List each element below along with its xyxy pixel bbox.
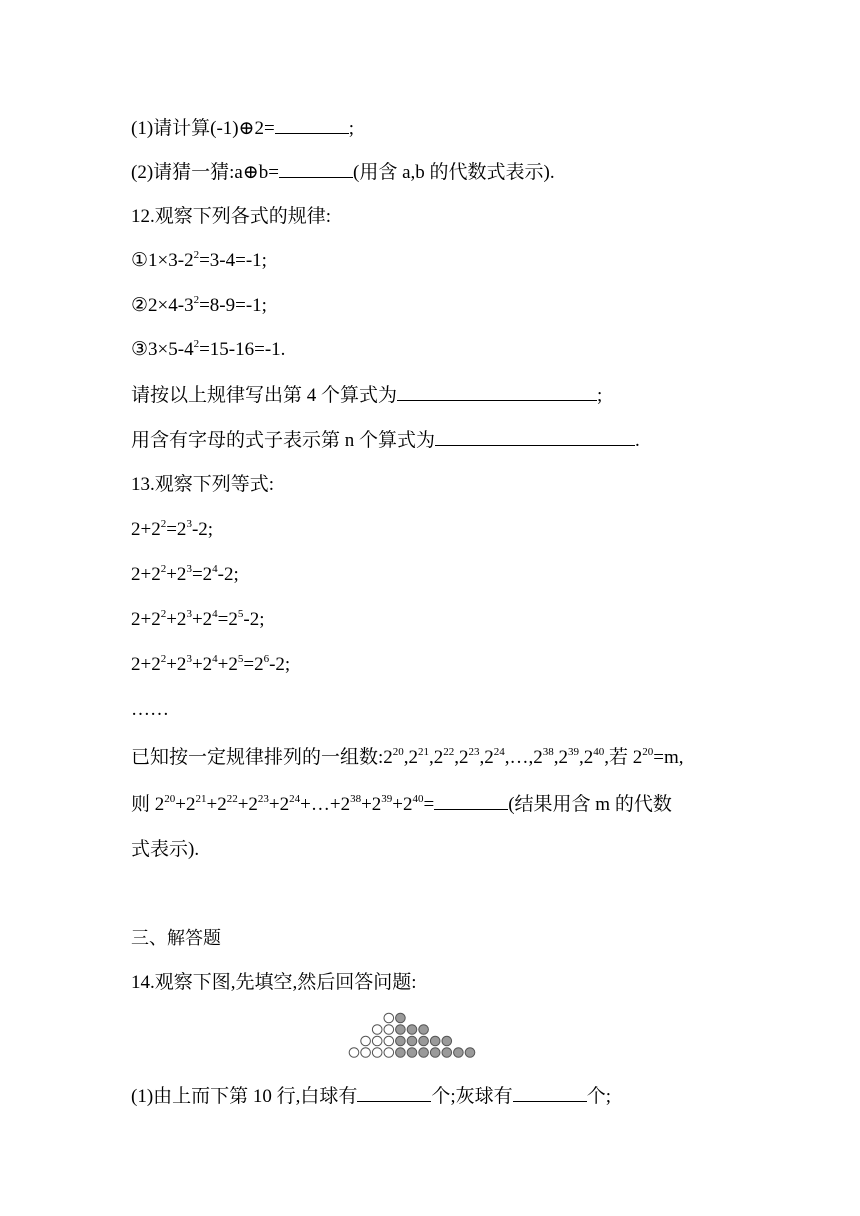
q13-eq1: [131, 517, 213, 543]
expression-text: +2: [191, 654, 213, 675]
exponent: 22: [443, 746, 455, 758]
expression-text: -2;: [269, 654, 291, 675]
gray-ball: [454, 1048, 464, 1058]
gray-ball: [442, 1048, 452, 1058]
expression-text: =: [423, 794, 435, 815]
q12-title: 12.观察下列各式的规律:: [131, 206, 332, 227]
exponent: 2: [160, 563, 167, 575]
expression-text: +2: [361, 794, 382, 815]
expression-text: 则 2: [131, 794, 165, 815]
q13-title: 13.观察下列等式:: [131, 474, 275, 495]
q12-eq3: $③3\times 5-4^2=15-16=-1$.: [131, 338, 286, 360]
q14-part1: (1)由上而下第 10 行,白球有 个;灰球有 个;: [131, 1083, 611, 1110]
exponent: 39: [381, 793, 393, 805]
q13-eq2: [131, 562, 239, 588]
expression-text: ,2: [553, 747, 569, 768]
exponent: 5: [237, 608, 244, 620]
white-ball: [384, 1036, 394, 1046]
expression-text: 2+2: [131, 519, 161, 540]
expression-text: -2;: [191, 519, 214, 540]
exponent: 3: [186, 518, 192, 530]
expression-text: +2: [191, 609, 213, 630]
exponent: 38: [542, 746, 554, 758]
q11-part2: (2)请猜一猜:a⊕b= (用含 a,b 的代数式表示).: [131, 159, 555, 186]
white-ball: [384, 1025, 394, 1035]
exponent: 4: [212, 608, 218, 620]
white-ball: [349, 1048, 359, 1058]
gray-ball: [407, 1036, 417, 1046]
q13-then: 则 $2^{20}+2^{21}+2^{22}+2^{23}+2^{24}+\dots+2^{38}+2^{39}+2^{40}=$ (结果用含 m 的代数: [131, 793, 672, 815]
exponent: 24: [493, 746, 505, 758]
white-ball: [361, 1048, 371, 1058]
exponent: 4: [212, 563, 218, 575]
expression-text: +…+2: [300, 794, 351, 815]
gray-ball: [419, 1025, 429, 1035]
expression-text: +2: [175, 794, 196, 815]
exponent: 38: [350, 793, 362, 805]
expression-text: =2: [243, 654, 264, 675]
expression-text: +2: [166, 609, 187, 630]
expression-text: ,2: [403, 747, 419, 768]
expression-text: -2;: [217, 564, 239, 585]
q12-ask2: 用含有字母的式子表示第 n 个算式为 .: [131, 427, 640, 454]
exponent: 3: [186, 653, 192, 665]
q13-eq3: [131, 607, 264, 633]
exponent: 21: [195, 793, 207, 805]
exponent: 2: [160, 518, 167, 530]
exponent: 2: [160, 608, 167, 620]
q12-eq2: $②2\times 4-3^2=8-9=-1$;: [131, 294, 267, 316]
exponent: 23: [257, 793, 269, 805]
gray-ball: [396, 1036, 406, 1046]
exponent: 40: [593, 746, 605, 758]
gray-ball: [396, 1025, 406, 1035]
gray-ball: [430, 1036, 440, 1046]
q14-title: 14.观察下图,先填空,然后回答问题:: [131, 972, 417, 993]
gray-ball: [465, 1048, 475, 1058]
q12-eq1: $①1\times 3-2^2=3-4=-1$;: [131, 249, 267, 271]
exponent: 3: [186, 563, 192, 575]
section-heading: 三、解答题: [131, 928, 221, 949]
answer-blank[interactable]: [357, 1083, 431, 1102]
q13-cont: 式表示).: [131, 839, 200, 860]
answer-blank[interactable]: [435, 427, 635, 446]
answer-blank[interactable]: [279, 159, 353, 178]
gray-ball: [396, 1048, 406, 1058]
expression-text: 已知按一定规律排列的一组数:2: [131, 747, 393, 768]
answer-blank[interactable]: [434, 791, 508, 810]
exponent: 22: [226, 793, 238, 805]
q11-part1: (1)请计算(-1)⊕2= ;: [131, 115, 354, 142]
expression-text: 2+2: [131, 609, 161, 630]
expression-text: ,2: [454, 747, 469, 768]
exponent: 4: [212, 653, 218, 665]
gray-ball: [442, 1036, 452, 1046]
expression-text: =m,: [653, 747, 684, 768]
white-ball: [372, 1048, 382, 1058]
answer-blank[interactable]: [513, 1083, 587, 1102]
q13-known: [131, 745, 684, 771]
expression-text: +2: [166, 564, 187, 585]
exponent: 2: [160, 653, 167, 665]
exponent: 21: [418, 746, 430, 758]
ball-pattern-figure: [346, 1012, 516, 1066]
expression-text: 2+2: [131, 654, 161, 675]
expression-text: ,…,2: [504, 747, 543, 768]
exponent: 39: [568, 746, 580, 758]
exponent: 24: [289, 793, 301, 805]
exponent: 23: [468, 746, 480, 758]
white-ball: [361, 1036, 371, 1046]
exponent: 20: [164, 793, 176, 805]
expression-text: -2;: [243, 609, 265, 630]
answer-blank[interactable]: [397, 382, 597, 401]
expression-text: 2+2: [131, 564, 161, 585]
exponent: 3: [186, 608, 192, 620]
gray-ball: [419, 1048, 429, 1058]
exponent: 6: [263, 653, 270, 665]
white-ball: [384, 1048, 394, 1058]
gray-ball: [407, 1025, 417, 1035]
expression-text: =2: [191, 564, 213, 585]
gray-ball: [407, 1048, 417, 1058]
exponent: 20: [642, 746, 654, 758]
gray-ball: [430, 1048, 440, 1058]
exponent: 20: [392, 746, 404, 758]
expression-text: ,2: [579, 747, 594, 768]
q13-eq4: [131, 652, 290, 678]
expression-text: =2: [166, 519, 187, 540]
expression-text: ,2: [479, 747, 494, 768]
expression-text: +2: [217, 654, 238, 675]
expression-text: +2: [166, 654, 187, 675]
expression-text: ,2: [429, 747, 444, 768]
expression-text: =2: [217, 609, 238, 630]
answer-blank[interactable]: [275, 115, 349, 134]
expression-text: +2: [268, 794, 290, 815]
white-ball: [384, 1013, 394, 1023]
q12-ask1: 请按以上规律写出第 4 个算式为 ;: [131, 382, 602, 409]
expression-text: +2: [206, 794, 227, 815]
exponent: 5: [237, 653, 244, 665]
gray-ball: [396, 1013, 406, 1023]
q13-ellipsis: ……: [131, 699, 169, 720]
gray-ball: [419, 1036, 429, 1046]
expression-text: +2: [237, 794, 258, 815]
white-ball: [372, 1036, 382, 1046]
expression-text: ,若 2: [604, 747, 643, 768]
exponent: 40: [412, 793, 424, 805]
expression-text: +2: [392, 794, 413, 815]
white-ball: [372, 1025, 382, 1035]
